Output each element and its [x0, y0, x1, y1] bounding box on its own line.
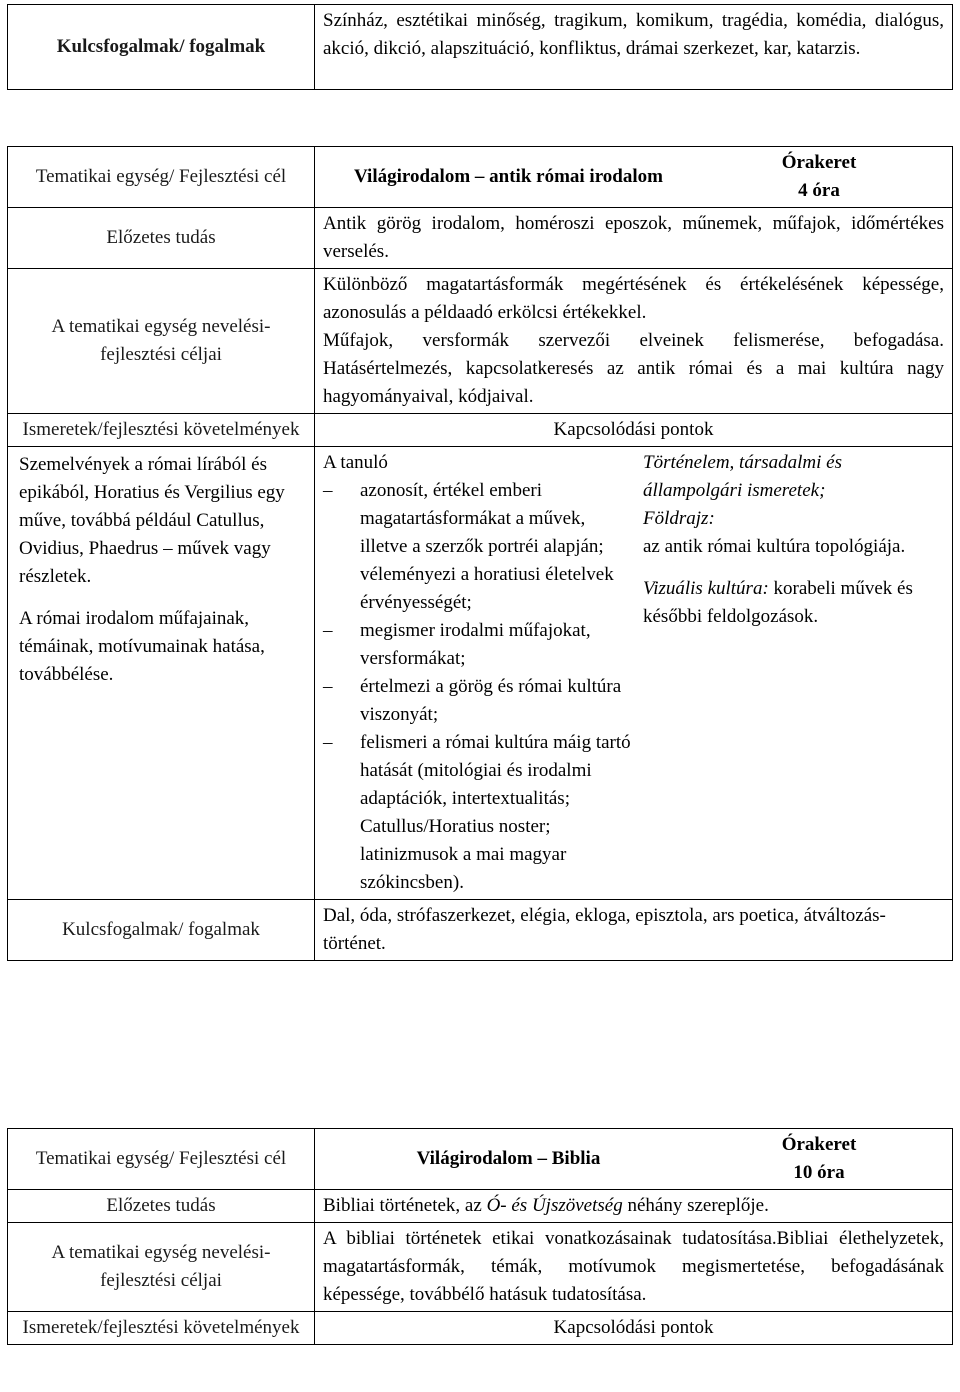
- prior-knowledge-text-bible: [315, 1190, 953, 1223]
- cross-curricular-links: [633, 449, 944, 897]
- link-geography-text: az antik római kultúra topológiája.: [643, 536, 906, 557]
- goals-label: A tematikai egység nevelési-fejlesztési céljai: [8, 269, 315, 414]
- goals-text-2: Műfajok, versformák szervezői elveinek felismerése, befogadása. Hatásértelmezés, kapcsolatkeresés az antik római és a mai kultúra nagy hagyományaival, kódjaival.: [323, 330, 944, 407]
- hours-block: [694, 149, 944, 205]
- links-label-bible: Kapcsolódási pontok: [315, 1312, 953, 1345]
- key-concepts-text-2: Dal, óda, strófaszerkezet, elégia, ekloga, episztola, ars poetica, átváltozás-történet.: [315, 900, 953, 961]
- key-concepts-label-2: Kulcsfogalmak/ fogalmak: [8, 900, 315, 961]
- unit-label: Tematikai egység/ Fejlesztési cél: [8, 147, 315, 208]
- key-concepts-text: Színház, esztétikai minőség, tragikum, komikum, tragédia, komédia, dialógus, akció, dikció, alapszituáció, konfliktus, drámai szerkezet, kar, katarzis.: [315, 5, 953, 90]
- unit-label-bible: Tematikai egység/ Fejlesztési cél: [8, 1129, 315, 1190]
- key-concepts-label: Kulcsfogalmak/ fogalmak: [8, 5, 315, 90]
- list-item: – azonosít, értékel emberi magatartásformákat a művek, illetve a szerzők portréi alapján; véleményezi a horatiusi életelvek érvényességét;: [323, 477, 633, 617]
- hours-value: 4 óra: [798, 180, 840, 201]
- requirements-label-bible: Ismeretek/fejlesztési követelmények: [8, 1312, 315, 1345]
- goals-text-bible: A bibliai történetek etikai vonatkozásainak tudatosítása.Bibliai élethelyzetek, magatartásformák, témák, motívumok megismertetése, befogadásának képessége, továbbélő hatásuk tudatosítása.: [315, 1223, 953, 1312]
- hours-label: Órakeret: [781, 152, 857, 173]
- content-cell: [8, 447, 315, 900]
- hours-value-bible: 10 óra: [793, 1162, 845, 1183]
- prior-knowledge-label-bible: Előzetes tudás: [8, 1190, 315, 1223]
- prior-text-a: Bibliai történetek, az: [323, 1195, 487, 1216]
- goals-text-1: Különböző magatartásformák megértésének és értékelésének képessége, azonosulás a példaadó erkölcsi értékekkel.: [323, 274, 944, 323]
- link-visual: [643, 575, 944, 631]
- unit-title-bible: Világirodalom – Biblia: [416, 1148, 601, 1169]
- prior-text-italic: Ó- és Újszövetség: [486, 1195, 623, 1216]
- content-text-1: Szemelvények a római lírából és epikából, Horatius és Vergilius egy műve, továbbá például Catullus, Ovidius, Phaedrus – művek vagy részletek.: [19, 454, 285, 587]
- student-intro: A tanuló: [323, 452, 388, 473]
- bible-table: [7, 1128, 953, 1345]
- prior-knowledge-text: Antik görög irodalom, homéroszi eposzok, műnemek, műfajok, időmértékes verselés.: [315, 208, 953, 269]
- link-history: Történelem, társadalmi és állampolgári ismeretek;: [643, 452, 842, 501]
- goals-label-bible: A tematikai egység nevelési-fejlesztési céljai: [8, 1223, 315, 1312]
- student-outcome-list: [323, 477, 633, 897]
- outcomes-cell: [315, 447, 953, 900]
- prior-knowledge-label: Előzetes tudás: [8, 208, 315, 269]
- prior-text-b: néhány szereplője.: [622, 1195, 769, 1216]
- roman-literature-table: [7, 146, 953, 961]
- content-text-2: A római irodalom műfajainak, témáinak, motívumainak hatása, továbbélése.: [19, 608, 265, 685]
- unit-header-bible: [315, 1129, 953, 1190]
- hours-label-bible: Órakeret: [781, 1134, 857, 1155]
- list-item: – értelmezi a görög és római kultúra viszonyát;: [323, 673, 633, 729]
- student-outcomes: [323, 449, 633, 897]
- requirements-label: Ismeretek/fejlesztési követelmények: [8, 414, 315, 447]
- list-item: – felismeri a római kultúra máig tartó hatását (mitológiai és irodalmi adaptációk, intertextualitás; Catullus/Horatius noster; latinizmusok a mai magyar szókincsben).: [323, 729, 633, 897]
- hours-block-bible: [694, 1131, 944, 1187]
- link-visual-text: korabeli művek és későbbi feldolgozások.: [643, 578, 913, 627]
- link-visual-label: Vizuális kultúra:: [643, 578, 769, 599]
- unit-title: Világirodalom – antik római irodalom: [354, 166, 663, 187]
- unit-header: [315, 147, 953, 208]
- links-label: Kapcsolódási pontok: [315, 414, 953, 447]
- goals-cell: [315, 269, 953, 414]
- key-concepts-table: [7, 4, 953, 90]
- link-geography-label: Földrajz:: [643, 508, 715, 529]
- list-item: – megismer irodalmi műfajokat, versformákat;: [323, 617, 633, 673]
